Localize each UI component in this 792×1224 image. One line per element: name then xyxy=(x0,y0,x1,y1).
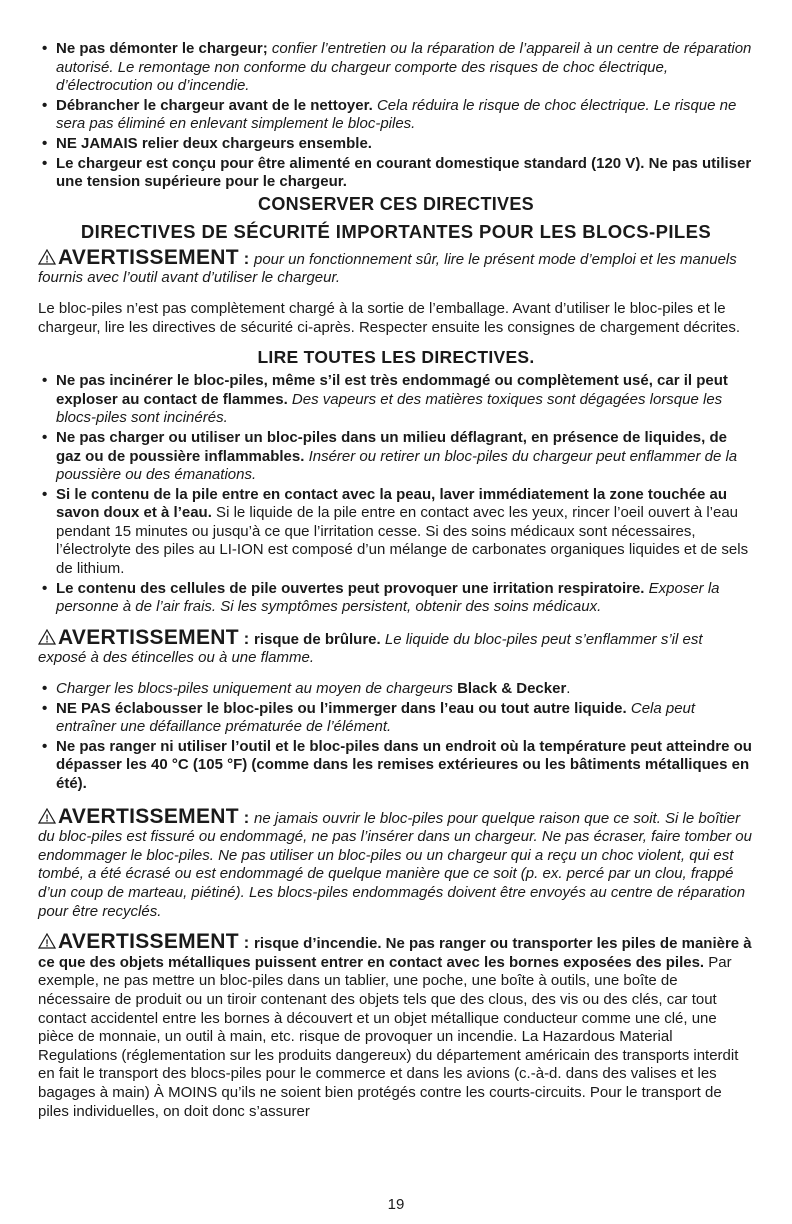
list-item: • NE PAS éclabousser le bloc-piles ou l’immerger dans l’eau ou tout autre liquide. Cela peut entraîner une défaillance prématurée de l’élément. xyxy=(38,700,754,737)
svg-text:!: ! xyxy=(45,254,49,265)
heading-battery-safety: DIRECTIVES DE SÉCURITÉ IMPORTANTES POUR LES BLOCS-PILES xyxy=(80,220,712,242)
list-item: • Le chargeur est conçu pour être alimenté en courant domestique standard (120 V). Ne pas utiliser une tension supérieure pour le chargeur. xyxy=(38,155,754,192)
warning-block-3: ! AVERTISSEMENT : ne jamais ouvrir le bloc-piles pour quelque raison que ce soit. Si le boîtier du bloc-piles est fissuré ou endommagé, ne pas l’insérer dans un chargeur. Ne pas écraser, faire tomber ou endommager le bloc-piles. Ne pas utiliser un bloc-piles ou un chargeur qui a reçu un choc violent, qui est tombé, a été écrasé ou est endommagé de quelque manière que ce soit (p. ex. percé par un clou, frappé d’un coup de marteau, piétiné). Les blocs-piles endommagés doivent être envoyés au centre de réparation pour être recyclés. xyxy=(38,804,752,920)
warning-triangle-icon xyxy=(38,629,56,645)
document-page xyxy=(38,40,754,1133)
list-item: • Ne pas incinérer le bloc-piles, même s’il est très endommagé ou complètement usé, car il peut exploser au contact de flammes. Des vapeurs et des matières toxiques sont dégagées lorsque les blocs-piles sont incinérés. xyxy=(38,372,754,428)
warning-triangle-icon xyxy=(38,249,56,265)
warning-triangle-icon xyxy=(38,933,56,949)
svg-text:!: ! xyxy=(45,813,49,824)
list-item: • Débrancher le chargeur avant de le nettoyer. Cela réduira le risque de choc électrique. Le risque ne sera pas éliminé en enlevant simplement le bloc-piles. xyxy=(38,97,754,134)
list-item: • Ne pas ranger ni utiliser l’outil et le bloc-piles dans un endroit où la température peut atteindre ou dépasser les 40 °C (105 °F) (comme dans les remises extérieures ou les bâtiments métalliques en été). xyxy=(38,738,754,794)
charger-safety-list xyxy=(38,40,754,192)
heading-read-all: LIRE TOUTES LES DIRECTIVES. xyxy=(257,347,535,368)
list-item: • Charger les blocs-piles uniquement au moyen de chargeurs Black & Decker. xyxy=(38,680,754,699)
list-item: • Ne pas démonter le chargeur; confier l’entretien ou la réparation de l’appareil à un centre de réparation autorisé. Le remontage non conforme du chargeur comporte des risques de choc électrique, d’électrocution ou d’incendie. xyxy=(38,40,754,96)
warning-block-1: ! AVERTISSEMENT : pour un fonctionnement sûr, lire le présent mode d’emploi et les manuels fournis avec l’outil avant d’utiliser le chargeur. xyxy=(38,245,737,287)
list-item: • NE JAMAIS relier deux chargeurs ensemble. xyxy=(38,135,754,154)
warning-block-4: ! AVERTISSEMENT : risque d’incendie. Ne pas ranger ou transporter les piles de manière à ce que des objets métalliques puissent entrer en contact avec les bornes exposées des piles. Par exemple, ne pas mettre un bloc-piles dans un tablier, une poche, une boîte à outils, une boîte de nécessaire de produit ou un tiroir contenant des objets tels que des clous, des vis ou des clés, car tout contact accidentel entre les bornes à découvert et un objet métallique conducteur comme une clé, une pièce de monnaie, un outil à main, etc. risque de provoquer un incendie. La Hazardous Material Regulations (réglementation sur les produits dangereux) du département américain des transports interdit en fait le transport des blocs-piles pour le commerce et dans les avions (c.-à-d. dans des valises et les bagages à main) À MOINS qu’ils ne soient bien protégés contre les courts-circuits. Pour le transport de piles individuelles, on doit donc s’assurer xyxy=(38,930,752,1120)
warning-block-2: ! AVERTISSEMENT : risque de brûlure. Le liquide du bloc-piles peut s’enflammer s’il est exposé à des étincelles ou à une flamme. xyxy=(38,625,703,667)
warning-label: AVERTISSEMENT xyxy=(58,245,239,269)
page-number: 19 xyxy=(387,1196,405,1213)
heading-conserve: CONSERVER CES DIRECTIVES xyxy=(258,193,534,214)
list-item: • Le contenu des cellules de pile ouvertes peut provoquer une irritation respiratoire. Exposer la personne à de l’air frais. Si les symptômes persistent, obtenir des soins médicaux. xyxy=(38,580,754,617)
battery-safety-list xyxy=(38,372,754,617)
svg-text:!: ! xyxy=(45,938,49,950)
intro-paragraph: Le bloc-piles n’est pas complètement chargé à la sortie de l’emballage. Avant d’utiliser le bloc-piles et le chargeur, lire les directives de sécurité ci-après. Respecter ensuite les consignes de chargement décrites. xyxy=(38,299,741,336)
list-item: • Si le contenu de la pile entre en contact avec la peau, laver immédiatement la zone touchée au savon doux et à l’eau. Si le liquide de la pile entre en contact avec les yeux, rincer l’oeil ouvert à l’eau pendant 15 minutes ou jusqu’à ce que l’irritation cesse. Si des soins médicaux sont nécessaires, l’électrolyte des piles au LI-ION est composé d’un mélange de carbonates organiques liquides et de sels de lithium. xyxy=(38,486,754,579)
warning-label: AVERTISSEMENT xyxy=(58,804,239,828)
list-item: • Ne pas charger ou utiliser un bloc-piles dans un milieu déflagrant, en présence de liquides, de gaz ou de poussière inflammables. Insérer ou retirer un bloc-piles du chargeur peut enflammer de la poussière ou des émanations. xyxy=(38,429,754,485)
warning-label: AVERTISSEMENT xyxy=(58,625,239,649)
warning-label: AVERTISSEMENT xyxy=(58,930,239,954)
burn-safety-list xyxy=(38,680,754,794)
warning-triangle-icon xyxy=(38,808,56,824)
svg-text:!: ! xyxy=(45,634,49,645)
